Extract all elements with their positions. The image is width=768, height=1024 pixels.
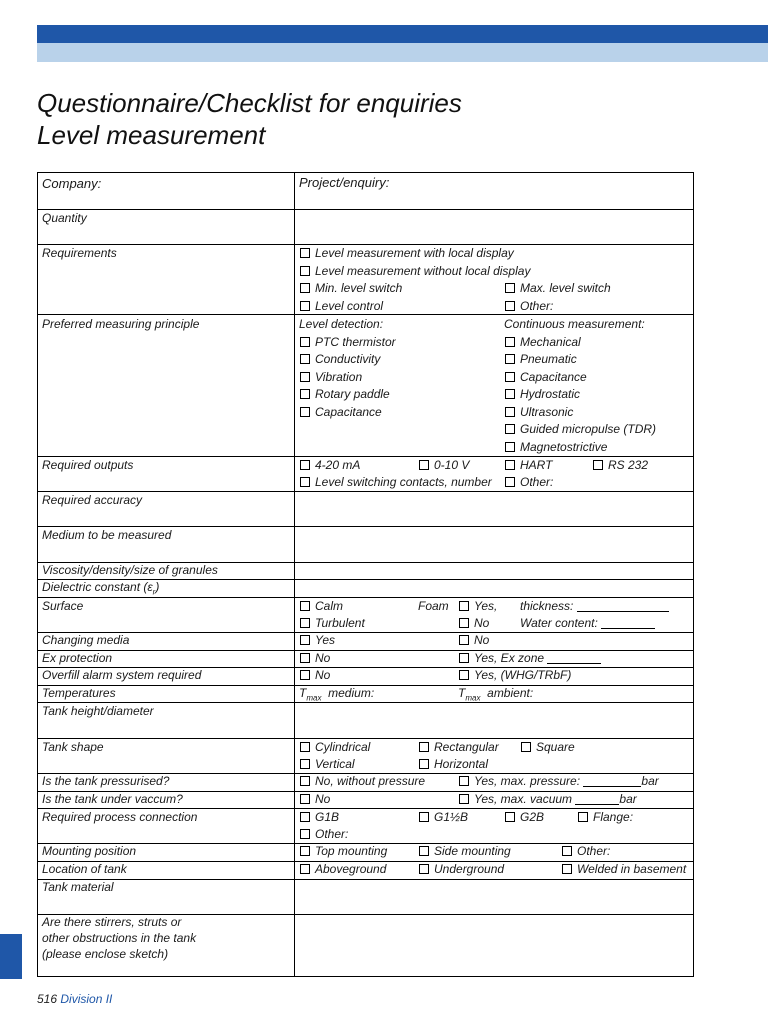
checkbox[interactable] bbox=[459, 653, 469, 663]
foam-label: Foam bbox=[418, 599, 449, 613]
checkbox[interactable] bbox=[562, 864, 572, 874]
pneumatic-option[interactable]: Pneumatic bbox=[505, 351, 577, 367]
overfill-no[interactable]: No bbox=[300, 667, 330, 683]
row-mounting bbox=[38, 843, 693, 862]
accuracy-label: Required accuracy bbox=[42, 493, 143, 507]
changing-yes[interactable]: Yes bbox=[300, 632, 335, 648]
checkbox[interactable] bbox=[300, 248, 310, 258]
checkbox[interactable] bbox=[300, 635, 310, 645]
location-welded-basement[interactable]: Welded in basement bbox=[562, 861, 686, 877]
checkbox[interactable] bbox=[300, 742, 310, 752]
mechanical-option[interactable]: Mechanical bbox=[505, 334, 581, 350]
row-vacuum bbox=[38, 791, 693, 809]
quantity-label: Quantity bbox=[42, 211, 87, 225]
row-tank-shape bbox=[38, 738, 693, 774]
water-content[interactable]: Water content: bbox=[520, 615, 655, 631]
checkbox[interactable] bbox=[505, 477, 515, 487]
checkbox[interactable] bbox=[300, 283, 310, 293]
row-accuracy bbox=[38, 491, 693, 527]
checkbox[interactable] bbox=[505, 442, 515, 452]
row-location bbox=[38, 861, 693, 880]
row-quantity bbox=[38, 209, 693, 245]
checkbox[interactable] bbox=[459, 601, 469, 611]
project-label: Project/enquiry: bbox=[299, 175, 390, 190]
row-ex-protection bbox=[38, 650, 693, 668]
checkbox[interactable] bbox=[300, 389, 310, 399]
surface-turbulent[interactable]: Turbulent bbox=[300, 615, 365, 631]
output-rs232[interactable]: RS 232 bbox=[593, 457, 648, 473]
foam-thickness[interactable]: thickness: bbox=[520, 598, 669, 614]
output-4-20ma[interactable]: 4-20 mA bbox=[300, 457, 360, 473]
row-surface bbox=[38, 597, 693, 633]
shape-rectangular[interactable]: Rectangular bbox=[419, 739, 499, 755]
foam-no[interactable]: No bbox=[459, 615, 489, 631]
checkbox[interactable] bbox=[505, 389, 515, 399]
tank-height-label: Tank height/diameter bbox=[42, 704, 154, 718]
tank-shape-label: Tank shape bbox=[42, 740, 104, 754]
row-stirrers bbox=[38, 914, 693, 977]
checkbox[interactable] bbox=[300, 759, 310, 769]
checkbox[interactable] bbox=[419, 846, 429, 856]
checkbox[interactable] bbox=[521, 742, 531, 752]
continuous-heading: Continuous measurement: bbox=[504, 317, 645, 331]
checkbox[interactable] bbox=[300, 829, 310, 839]
vibration-option[interactable]: Vibration bbox=[300, 369, 362, 385]
checkbox[interactable] bbox=[300, 372, 310, 382]
outputs-label: Required outputs bbox=[42, 458, 134, 472]
checkbox[interactable] bbox=[459, 794, 469, 804]
connection-other[interactable]: Other: bbox=[300, 826, 348, 842]
checkbox[interactable] bbox=[300, 354, 310, 364]
mounting-top[interactable]: Top mounting bbox=[300, 843, 387, 859]
connection-flange[interactable]: Flange: bbox=[578, 809, 633, 825]
ptc-thermistor-option[interactable]: PTC thermistor bbox=[300, 334, 396, 350]
medium-label: Medium to be measured bbox=[42, 528, 172, 542]
page-footer bbox=[37, 992, 112, 1006]
checkbox[interactable] bbox=[505, 372, 515, 382]
shape-vertical[interactable]: Vertical bbox=[300, 756, 355, 772]
checkbox[interactable] bbox=[300, 477, 310, 487]
guided-micropulse-option[interactable]: Guided micropulse (TDR) bbox=[505, 421, 656, 437]
title-line-2: Level measurement bbox=[37, 120, 266, 150]
shape-cylindrical[interactable]: Cylindrical bbox=[300, 739, 370, 755]
req-other[interactable]: Other: bbox=[505, 298, 553, 314]
pressure-yes[interactable]: Yes, max. pressure: bar bbox=[459, 773, 659, 789]
hydrostatic-option[interactable]: Hydrostatic bbox=[505, 386, 580, 402]
location-label: Location of tank bbox=[42, 862, 127, 876]
stirrers-label: Are there stirrers, struts or other obstructions in the tank (please enclose sketch) bbox=[42, 915, 197, 961]
checkbox[interactable] bbox=[300, 670, 310, 680]
foam-yes[interactable]: Yes, bbox=[459, 598, 497, 614]
changing-media-label: Changing media bbox=[42, 633, 130, 647]
row-tank-material bbox=[38, 879, 693, 915]
row-company bbox=[38, 173, 693, 210]
connection-g2b[interactable]: G2B bbox=[505, 809, 544, 825]
checkbox[interactable] bbox=[419, 864, 429, 874]
row-changing-media bbox=[38, 632, 693, 651]
checkbox[interactable] bbox=[459, 618, 469, 628]
checkbox[interactable] bbox=[300, 337, 310, 347]
checkbox[interactable] bbox=[459, 776, 469, 786]
checkbox[interactable] bbox=[459, 670, 469, 680]
row-pressurised bbox=[38, 773, 693, 792]
row-principle bbox=[38, 314, 693, 457]
vacuum-yes[interactable]: Yes, max. vacuum bar bbox=[459, 791, 637, 807]
checkbox[interactable] bbox=[300, 653, 310, 663]
checkbox[interactable] bbox=[419, 742, 429, 752]
header-band-dark bbox=[37, 25, 768, 43]
vacuum-no[interactable]: No bbox=[300, 791, 330, 807]
capacitance-continuous-option[interactable]: Capacitance bbox=[505, 369, 587, 385]
checkbox[interactable] bbox=[300, 864, 310, 874]
level-detection-heading: Level detection: bbox=[299, 317, 384, 331]
checkbox[interactable] bbox=[505, 354, 515, 364]
checkbox[interactable] bbox=[505, 812, 515, 822]
checkbox[interactable] bbox=[300, 301, 310, 311]
requirements-label: Requirements bbox=[42, 246, 117, 260]
location-aboveground[interactable]: Aboveground bbox=[300, 861, 386, 877]
checkbox[interactable] bbox=[562, 846, 572, 856]
row-temperatures bbox=[38, 685, 693, 703]
company-label: Company: bbox=[42, 176, 102, 191]
req-local-display[interactable]: Level measurement with local display bbox=[300, 245, 514, 261]
checkbox[interactable] bbox=[300, 407, 310, 417]
checkbox[interactable] bbox=[419, 759, 429, 769]
tmax-ambient[interactable]: $T_{max}$ ambient: bbox=[458, 686, 534, 703]
row-medium bbox=[38, 526, 693, 563]
row-viscosity bbox=[38, 562, 693, 580]
viscosity-label: Viscosity/density/size of granules bbox=[42, 563, 218, 577]
tank-material-label: Tank material bbox=[42, 880, 114, 894]
vacuum-label: Is the tank under vaccum? bbox=[42, 792, 183, 806]
overfill-label: Overfill alarm system required bbox=[42, 668, 202, 682]
checkbox[interactable] bbox=[505, 460, 515, 470]
checkbox[interactable] bbox=[505, 337, 515, 347]
checkbox[interactable] bbox=[578, 812, 588, 822]
rotary-paddle-option[interactable]: Rotary paddle bbox=[300, 386, 390, 402]
row-requirements bbox=[38, 244, 693, 315]
row-overfill bbox=[38, 667, 693, 686]
checkbox[interactable] bbox=[505, 301, 515, 311]
req-min-switch[interactable]: Min. level switch bbox=[300, 280, 402, 296]
location-underground[interactable]: Underground bbox=[419, 861, 504, 877]
req-no-local-display[interactable]: Level measurement without local display bbox=[300, 263, 530, 279]
row-dielectric bbox=[38, 579, 693, 598]
output-other[interactable]: Other: bbox=[505, 474, 553, 490]
checkbox[interactable] bbox=[300, 846, 310, 856]
output-switching-contacts[interactable]: Level switching contacts, number bbox=[300, 474, 492, 490]
principle-label: Preferred measuring principle bbox=[42, 317, 200, 331]
surface-label: Surface bbox=[42, 599, 84, 613]
checkbox[interactable] bbox=[300, 618, 310, 628]
checkbox[interactable] bbox=[505, 283, 515, 293]
checkbox[interactable] bbox=[419, 460, 429, 470]
title-line-1: Questionnaire/Checklist for enquiries bbox=[37, 88, 462, 118]
page-title bbox=[37, 87, 462, 151]
dielectric-label: Dielectric constant $(\varepsilon_r)$ bbox=[42, 580, 160, 597]
temperatures-label: Temperatures bbox=[42, 686, 116, 700]
checkbox[interactable] bbox=[300, 776, 310, 786]
mounting-side[interactable]: Side mounting bbox=[419, 843, 511, 859]
checkbox[interactable] bbox=[505, 424, 515, 434]
connection-g1-half-b[interactable]: G1½B bbox=[419, 809, 468, 825]
magnetostrictive-option[interactable]: Magnetostrictive bbox=[505, 439, 607, 455]
tmax-medium[interactable]: $T_{max}$ medium: bbox=[299, 686, 375, 703]
shape-horizontal[interactable]: Horizontal bbox=[419, 756, 488, 772]
checkbox[interactable] bbox=[593, 460, 603, 470]
conductivity-option[interactable]: Conductivity bbox=[300, 351, 380, 367]
overfill-yes[interactable]: Yes, (WHG/TRbF) bbox=[459, 667, 571, 683]
ex-protection-label: Ex protection bbox=[42, 651, 113, 665]
output-0-10v[interactable]: 0-10 V bbox=[419, 457, 469, 473]
checkbox[interactable] bbox=[505, 407, 515, 417]
division-label: Division II bbox=[60, 992, 113, 1006]
checkbox[interactable] bbox=[300, 460, 310, 470]
ex-no[interactable]: No bbox=[300, 650, 330, 666]
req-max-switch[interactable]: Max. level switch bbox=[505, 280, 611, 296]
pressurised-label: Is the tank pressurised? bbox=[42, 774, 170, 788]
header-band-light bbox=[37, 43, 768, 62]
surface-calm[interactable]: Calm bbox=[300, 598, 343, 614]
capacitance-detection-option[interactable]: Capacitance bbox=[300, 404, 382, 420]
questionnaire-table bbox=[37, 172, 694, 977]
checkbox[interactable] bbox=[300, 601, 310, 611]
row-process-connection bbox=[38, 808, 693, 844]
checkbox[interactable] bbox=[300, 266, 310, 276]
row-tank-height bbox=[38, 702, 693, 739]
connection-label: Required process connection bbox=[42, 810, 198, 824]
ultrasonic-option[interactable]: Ultrasonic bbox=[505, 404, 573, 420]
checkbox[interactable] bbox=[419, 812, 429, 822]
checkbox[interactable] bbox=[300, 794, 310, 804]
side-tab-marker bbox=[0, 934, 22, 979]
shape-square[interactable]: Square bbox=[521, 739, 575, 755]
ex-yes[interactable]: Yes, Ex zone bbox=[459, 650, 601, 666]
pressure-no[interactable]: No, without pressure bbox=[300, 773, 425, 789]
mounting-other[interactable]: Other: bbox=[562, 843, 610, 859]
page-number: 516 bbox=[37, 992, 58, 1006]
connection-g1b[interactable]: G1B bbox=[300, 809, 339, 825]
output-hart[interactable]: HART bbox=[505, 457, 552, 473]
changing-no[interactable]: No bbox=[459, 632, 489, 648]
checkbox[interactable] bbox=[300, 812, 310, 822]
row-outputs bbox=[38, 456, 693, 492]
mounting-label: Mounting position bbox=[42, 844, 137, 858]
checkbox[interactable] bbox=[459, 635, 469, 645]
req-level-control[interactable]: Level control bbox=[300, 298, 383, 314]
